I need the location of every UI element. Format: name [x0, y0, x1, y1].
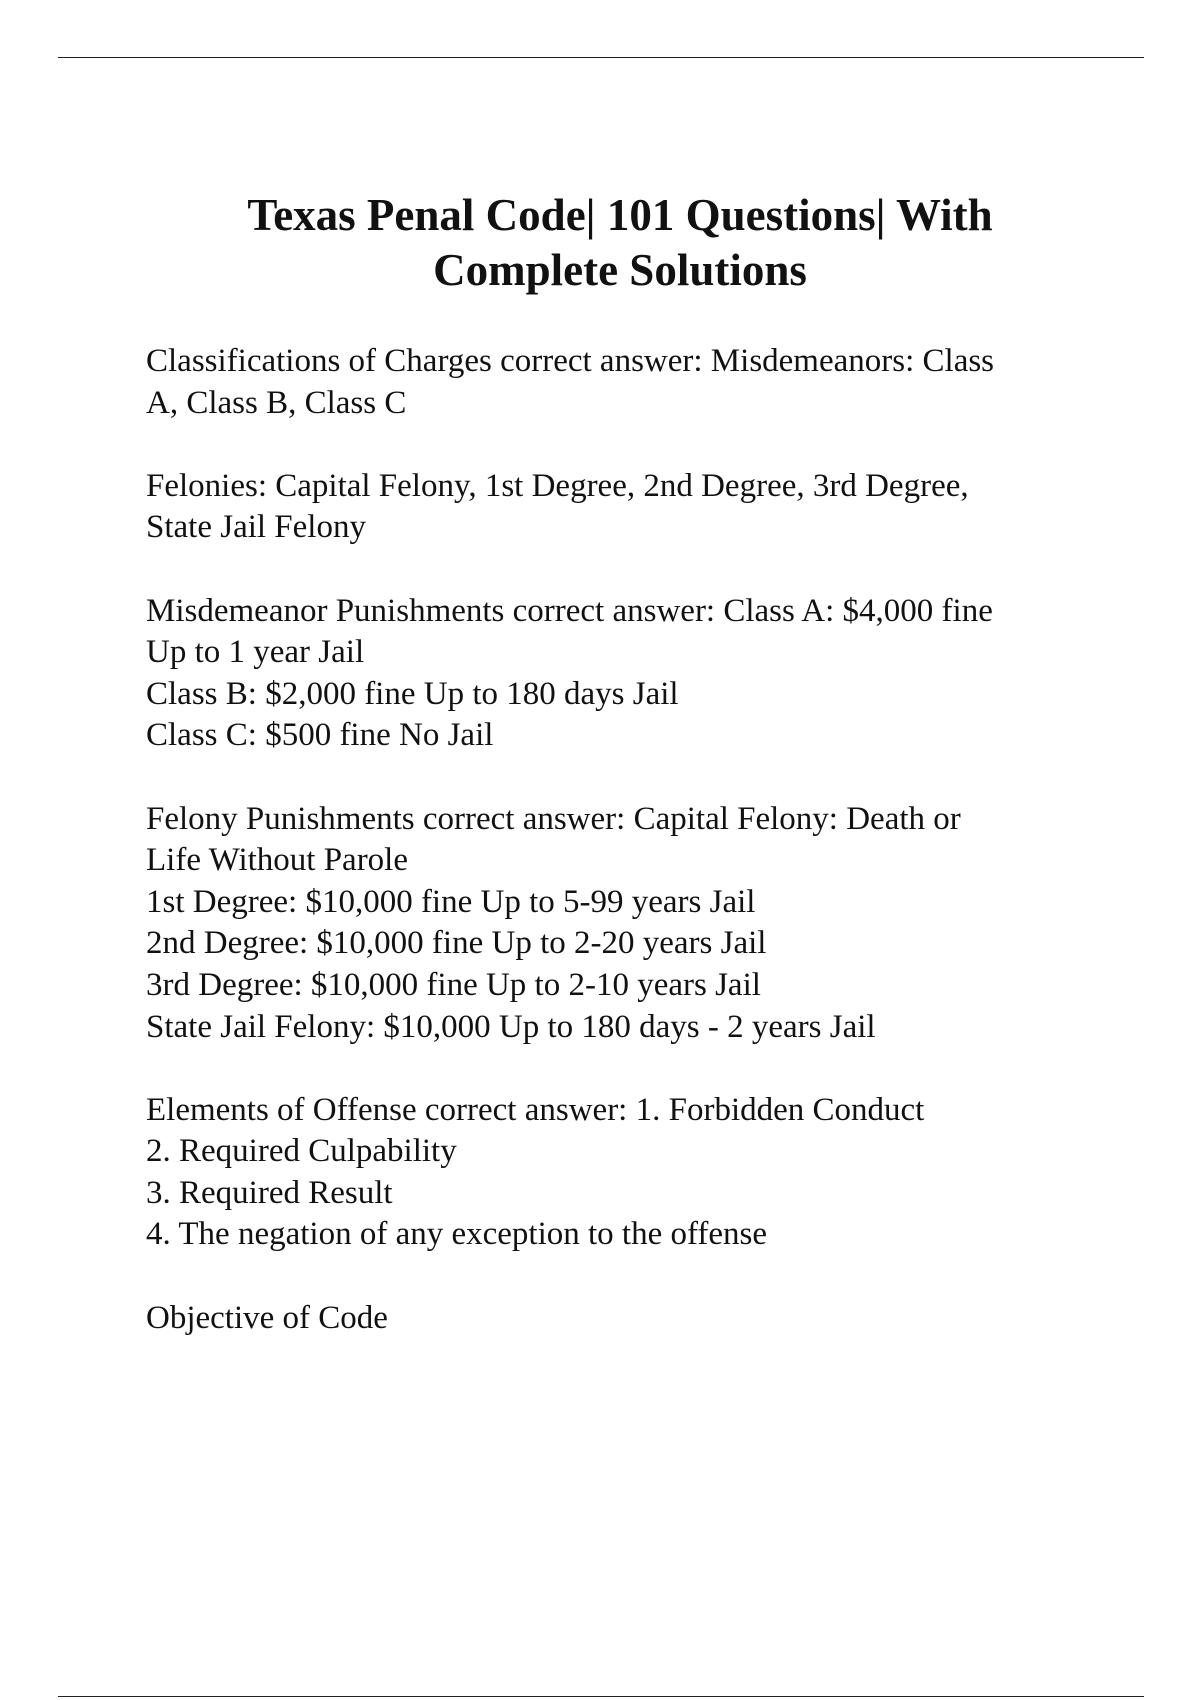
text-line: Felonies: Capital Felony, 1st Degree, 2nd Degree, 3rd Degree,: [146, 467, 969, 504]
text-line: Felony Punishments correct answer: Capital Felony: Death or: [146, 800, 961, 837]
document-body: [146, 341, 1146, 1381]
text-line: 3rd Degree: $10,000 fine Up to 2-10 years Jail: [146, 966, 761, 1003]
paragraph-misdemeanor-punishments: [146, 591, 1146, 757]
paragraph-classifications-of-charges: [146, 341, 1146, 424]
text-line: 3. Required Result: [146, 1174, 393, 1211]
text-line: Classifications of Charges correct answer: Misdemeanors: Class: [146, 343, 995, 379]
text-line: 1st Degree: $10,000 fine Up to 5-99 years Jail: [146, 883, 756, 920]
paragraph-elements-of-offense: [146, 1090, 1146, 1256]
text-line: Class C: $500 fine No Jail: [146, 717, 494, 754]
text-line: Elements of Offense correct answer: 1. Forbidden Conduct: [146, 1091, 925, 1128]
text-line: State Jail Felony: [146, 509, 366, 546]
title-line-2: Complete Solutions: [433, 245, 807, 295]
bottom-rule: [58, 1696, 1144, 1697]
text-line: State Jail Felony: $10,000 Up to 180 days - 2 years Jail: [146, 1008, 876, 1045]
text-line: Misdemeanor Punishments correct answer: Class A: $4,000 fine: [146, 592, 993, 629]
paragraph-objective-of-code: [146, 1298, 1146, 1340]
text-line: 2nd Degree: $10,000 fine Up to 2-20 years Jail: [146, 925, 767, 962]
text-line: Life Without Parole: [146, 842, 409, 879]
text-line: Objective of Code: [146, 1299, 388, 1336]
paragraph-felony-punishments: [146, 799, 1146, 1049]
text-line: 4. The negation of any exception to the offense: [146, 1216, 768, 1253]
title-line-1: Texas Penal Code| 101 Questions| With: [247, 190, 993, 240]
document-title: [100, 188, 1140, 298]
text-line: 2. Required Culpability: [146, 1133, 457, 1170]
text-line: Up to 1 year Jail: [146, 634, 365, 671]
text-line: A, Class B, Class C: [146, 384, 407, 421]
top-rule: [58, 57, 1144, 58]
text-line: Class B: $2,000 fine Up to 180 days Jail: [146, 675, 679, 712]
paragraph-felonies: [146, 466, 1146, 549]
